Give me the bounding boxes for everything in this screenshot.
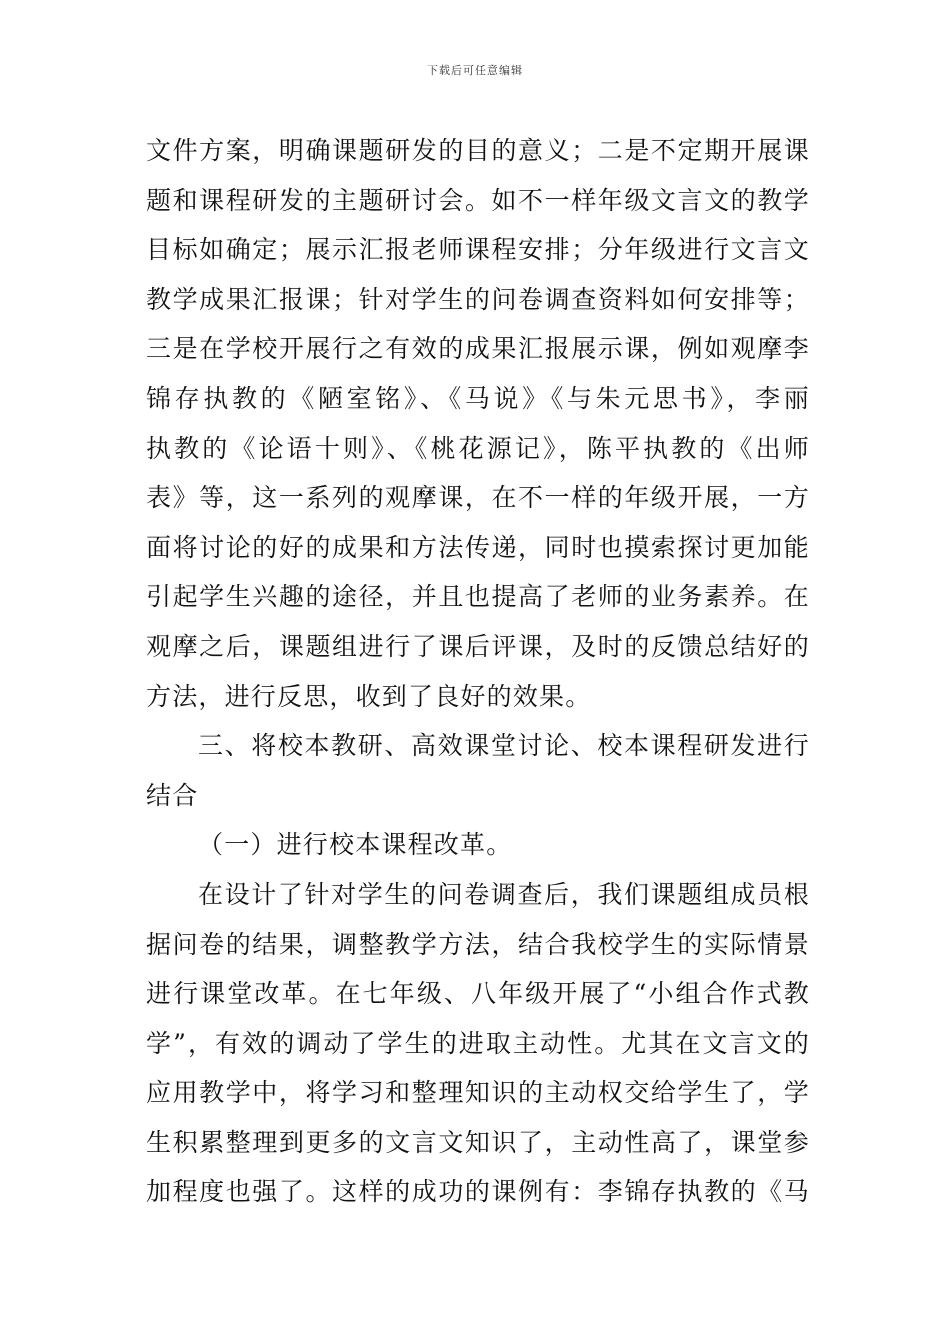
page-header: 下载后可任意编辑: [427, 64, 523, 77]
document-body: [146, 126, 810, 1217]
text-line: 方法，进行反思，收到了良好的效果。: [146, 681, 592, 711]
text-line: 应用教学中，将学习和整理知识的主动权交给学生了，学: [146, 1078, 810, 1108]
text-line: 文件方案，明确课题研发的目的意义；二是不定期开展课: [146, 136, 810, 165]
text-line: 进行课堂改革。在七年级、八年级开展了“小组合作式教: [146, 979, 810, 1009]
subheading-line: （一）进行校本课程改革。: [198, 830, 513, 860]
text-line: 在设计了针对学生的问卷调查后，我们课题组成员根: [198, 879, 810, 909]
text-line: 生积累整理到更多的文言文知识了，主动性高了，课堂参: [146, 1127, 810, 1157]
text-line: 执教的《论语十则》、《桃花源记》，陈平执教的《出师: [146, 433, 810, 463]
text-line: 面将讨论的好的成果和方法传递，同时也摸索探讨更加能: [146, 532, 810, 562]
text-line: 三是在学校开展行之有效的成果汇报展示课，例如观摩李: [146, 334, 810, 364]
text-line: 学”，有效的调动了学生的进取主动性。尤其在文言文的: [146, 1028, 810, 1058]
text-line: 表》等，这一系列的观摩课，在不一样的年级开展，一方: [146, 483, 810, 513]
text-line: 据问卷的结果，调整教学方法，结合我校学生的实际情景: [146, 929, 810, 959]
text-line: 目标如确定；展示汇报老师课程安排；分年级进行文言文: [146, 235, 810, 265]
text-line: 锦存执教的《陋室铭》、《马说》《与朱元思书》，李丽: [146, 383, 810, 413]
text-line: 题和课程研发的主题研讨会。如不一样年级文言文的教学: [146, 185, 810, 215]
section-heading-line: 结合: [146, 780, 199, 810]
text-line: 教学成果汇报课；针对学生的问卷调查资料如何安排等；: [146, 284, 810, 314]
text-line: 观摩之后，课题组进行了课后评课，及时的反馈总结好的: [146, 631, 810, 661]
text-line: 引起学生兴趣的途径，并且也提高了老师的业务素养。在: [146, 582, 810, 612]
text-line: 加程度也强了。这样的成功的课例有：李锦存执教的《马: [146, 1177, 810, 1207]
section-heading-line: 三、将校本教研、高效课堂讨论、校本课程研发进行: [198, 731, 810, 761]
